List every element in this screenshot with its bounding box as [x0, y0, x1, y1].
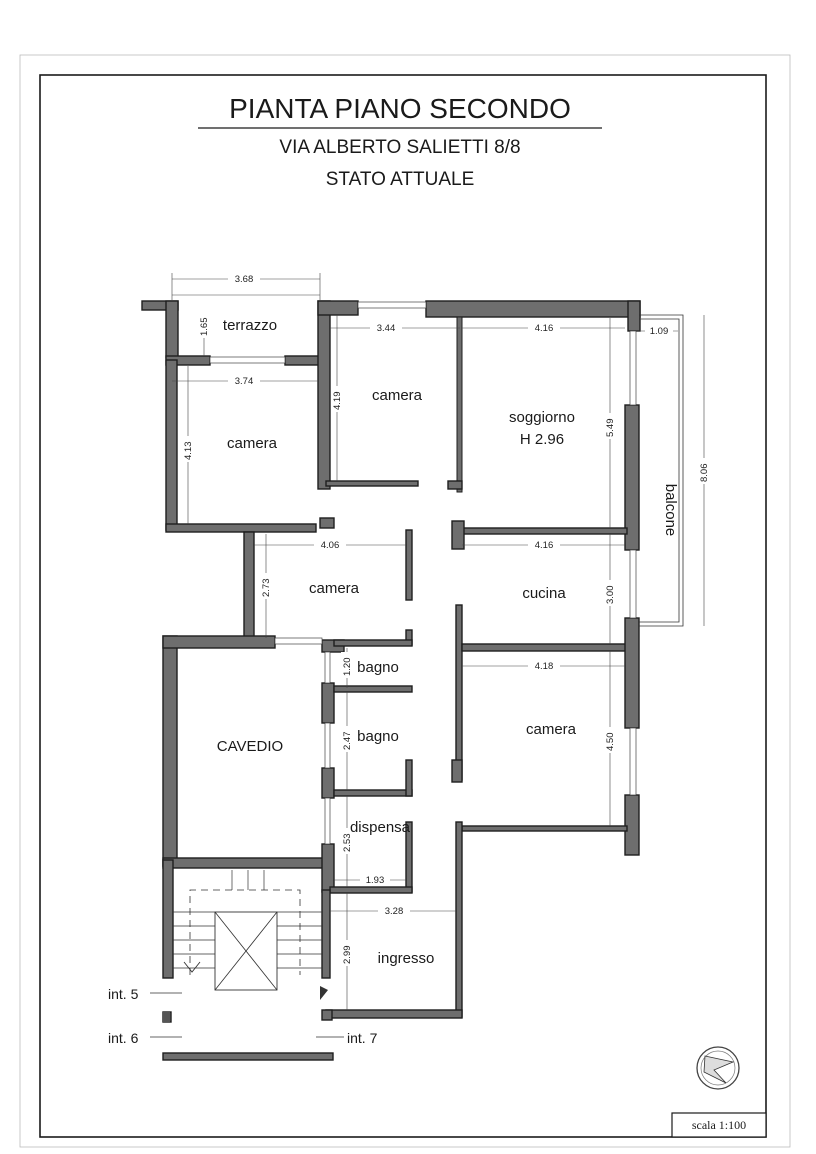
room-ingresso: ingresso — [377, 950, 435, 967]
room-terrazzo: terrazzo — [222, 317, 278, 334]
room-camera-nw: camera — [226, 435, 278, 452]
room-camera-n: camera — [371, 387, 423, 404]
room-bagno-2: bagno — [357, 728, 399, 745]
dim-terrazzo-width: 3.68 — [234, 274, 254, 285]
drawing-status: STATO ATTUALE — [325, 169, 475, 190]
stairwell — [173, 870, 322, 990]
drawing-title: PIANTA PIANO SECONDO — [229, 93, 571, 124]
drawing-frame — [40, 75, 766, 1137]
label-int-5: int. 5 — [108, 986, 139, 1002]
scale-label: scala 1:100 — [691, 1118, 747, 1132]
room-dispensa: dispensa — [349, 819, 411, 836]
dim-cucina-width: 4.16 — [534, 540, 554, 551]
dim-camera-n-width: 3.44 — [376, 323, 396, 334]
dim-soggiorno-depth: 5.49 — [605, 418, 616, 437]
room-soggiorno-height: H 2.96 — [519, 431, 565, 448]
dim-balcone-length: 8.06 — [699, 463, 710, 482]
room-balcone: balcone — [662, 483, 679, 537]
dim-bagno-2-depth: 2.47 — [342, 731, 353, 750]
balcone-outline — [639, 315, 683, 626]
label-int-7: int. 7 — [347, 1030, 378, 1046]
dim-camera-n-depth: 4.19 — [332, 391, 343, 410]
room-camera-mid: camera — [308, 580, 360, 597]
plan-windows — [210, 302, 636, 844]
dim-camera-se-depth: 4.50 — [605, 732, 616, 751]
dim-camera-mid-width: 4.06 — [320, 540, 340, 551]
drawing-address: VIA ALBERTO SALIETTI 8/8 — [279, 137, 521, 158]
dim-camera-nw-width: 3.74 — [234, 376, 254, 387]
room-cavedio: CAVEDIO — [216, 738, 284, 755]
north-arrow-seal-icon — [697, 1047, 739, 1089]
dim-camera-mid-depth: 2.73 — [261, 578, 272, 597]
dim-bagno-1-depth: 1.20 — [342, 657, 353, 676]
outer-sheet-border — [20, 55, 790, 1147]
dim-camera-se-width: 4.18 — [534, 661, 554, 672]
dim-camera-nw-depth: 4.13 — [183, 441, 194, 460]
landing-markers — [150, 986, 344, 1037]
dim-dispensa-width: 1.93 — [365, 875, 385, 886]
room-soggiorno: soggiorno — [509, 409, 575, 426]
room-cucina: cucina — [522, 585, 566, 602]
dim-terrazzo-depth: 1.65 — [199, 317, 210, 336]
label-int-6: int. 6 — [108, 1030, 139, 1046]
dim-balcone-width: 1.09 — [649, 326, 669, 337]
room-bagno-1: bagno — [357, 659, 399, 676]
dim-dispensa-depth: 2.53 — [342, 833, 353, 852]
room-camera-se: camera — [525, 721, 577, 738]
dim-ingresso-depth: 2.99 — [342, 945, 353, 964]
dim-ingresso-width: 3.28 — [384, 906, 404, 917]
dim-soggiorno-width: 4.16 — [534, 323, 554, 334]
dim-cucina-depth: 3.00 — [605, 585, 616, 604]
